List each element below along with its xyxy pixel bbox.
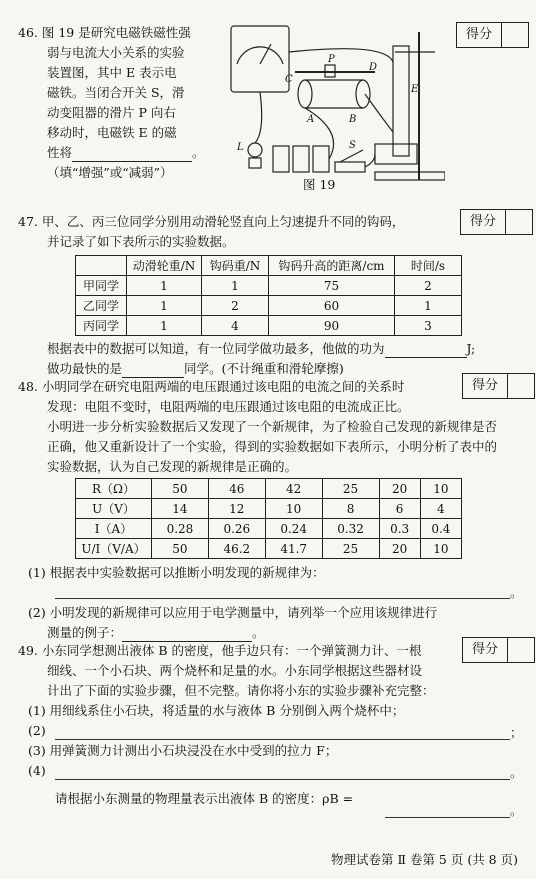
q49-final: 请根据小东测量的物理量表示出液体 B 的密度：ρB = (55, 791, 354, 806)
figure-label: B (349, 114, 357, 125)
table-cell: 0.4 (420, 519, 461, 539)
q48-line: 实验数据，认为自己发现的新规律是正确的。 (47, 459, 298, 474)
answer-line[interactable] (55, 779, 510, 780)
page-footer: 物理试卷第 Ⅱ 卷第 5 页 (共 8 页) (331, 852, 518, 867)
table-cell: 4 (420, 499, 461, 519)
figure-label: D (369, 62, 378, 73)
table-cell: 10 (420, 539, 461, 559)
score-label: 得分 (463, 374, 508, 398)
q46-line: 装置图，其中 E 表示电 (47, 65, 177, 80)
q46-line: （填“增强”或“减弱”） (47, 165, 173, 180)
table-row (76, 519, 462, 539)
table-cell: U/I（V/A） (76, 539, 152, 559)
table-cell: 25 (322, 539, 379, 559)
table-row (76, 539, 462, 559)
table-cell: 0.24 (265, 519, 322, 539)
score-box-49 (462, 637, 535, 663)
table-cell: 12 (208, 499, 265, 519)
q49-step: (4) (28, 763, 46, 778)
table-cell: 2 (202, 296, 269, 316)
figure-label: C (285, 74, 293, 85)
table-cell: 46 (208, 479, 265, 499)
period: 。 (510, 803, 523, 818)
answer-blank[interactable] (72, 161, 192, 162)
figure-label: S (349, 140, 356, 151)
table-cell: 90 (269, 316, 395, 336)
score-blank[interactable] (508, 638, 534, 662)
q46-line: 46. 图 19 是研究电磁铁磁性强 (18, 25, 191, 40)
q46-line: 性将 。 (47, 145, 205, 160)
score-label: 得分 (457, 23, 502, 47)
period: 。 (510, 585, 523, 600)
answer-line[interactable] (385, 817, 510, 818)
table-cell: I（A） (76, 519, 152, 539)
table-cell: 8 (322, 499, 379, 519)
q46-line: 弱与电流大小关系的实验 (47, 45, 185, 60)
table-cell: 乙同学 (76, 296, 127, 316)
q47-table (75, 255, 462, 336)
q47-line: 47. 甲、乙、丙三位同学分别用动滑轮竖直向上匀速提升不同的钩码， (18, 214, 405, 229)
figure-label: E (411, 84, 419, 95)
q46-line: 动变阻器的滑片 P 向右 (47, 105, 176, 120)
table-cell: 42 (265, 479, 322, 499)
table-header: 动滑轮重/N (127, 256, 202, 276)
table-cell: 60 (269, 296, 395, 316)
q48-sub1: (1) 根据表中实验数据可以推断小明发现的新规律为： (28, 565, 325, 580)
table-cell: 25 (322, 479, 379, 499)
table-row (76, 276, 462, 296)
period: 。 (510, 765, 523, 780)
q49-step: (1) 用细线系住小石块，将适量的水与液体 B 分别倒入两个烧杯中； (28, 703, 405, 718)
q46-line: 磁铁。当闭合开关 S，滑 (47, 85, 185, 100)
q48-sub2-line2: 测量的例子： 。 (47, 625, 265, 640)
q46-line: 移动时，电磁铁 E 的磁 (47, 125, 177, 140)
q47-line: 做功最快的是 同学。(不计绳重和滑轮摩擦) (47, 361, 344, 376)
table-cell: 4 (202, 316, 269, 336)
score-label: 得分 (461, 210, 506, 234)
table-cell: 41.7 (265, 539, 322, 559)
score-box-46 (456, 22, 529, 48)
table-header: 时间/s (395, 256, 462, 276)
circuit-figure-19 (225, 22, 445, 194)
table-cell: 20 (379, 479, 420, 499)
table-cell: 0.26 (208, 519, 265, 539)
table-cell: 2 (395, 276, 462, 296)
table-cell: 20 (379, 539, 420, 559)
table-cell: 75 (269, 276, 395, 296)
q47-line: 根据表中的数据可以知道，有一位同学做功最多，他做的功为 J; (47, 341, 476, 356)
table-header: 钩码重/N (202, 256, 269, 276)
q48-line: 正确，他又重新设计了一个实验，得到的实验数据如下表所示，小明分析了表中的 (47, 439, 498, 454)
figure-label: A (307, 114, 315, 125)
q49-line: 49. 小东同学想测出液体 B 的密度，他手边只有：一个弹簧测力计、一根 (18, 643, 422, 658)
q48-table (75, 478, 462, 559)
table-cell: 10 (265, 499, 322, 519)
table-cell: 3 (395, 316, 462, 336)
table-header-row (76, 256, 462, 276)
answer-line[interactable] (55, 739, 510, 740)
score-box-48 (462, 373, 535, 399)
q47-line: 并记录了如下表所示的实验数据。 (47, 234, 235, 249)
q48-line: 小明进一步分析实验数据后又发现了一个新规律，为了检验自己发现的新规律是否 (47, 419, 498, 434)
table-cell: 0.32 (322, 519, 379, 539)
table-cell: 0.28 (152, 519, 209, 539)
q48-sub2: (2) 小明发现的新规律可以应用于电学测量中，请列举一个应用该规律进行 (28, 605, 438, 620)
table-cell: 1 (127, 316, 202, 336)
table-cell: 甲同学 (76, 276, 127, 296)
table-cell: 14 (152, 499, 209, 519)
table-cell: R（Ω） (76, 479, 152, 499)
table-row (76, 499, 462, 519)
q49-step: (3) 用弹簧测力计测出小石块浸没在水中受到的拉力 F； (28, 743, 338, 758)
table-cell: 1 (127, 296, 202, 316)
q48-line: 发现：电阻不变时，电阻两端的电压跟通过该电阻的电流成正比。 (47, 399, 410, 414)
table-cell: 10 (420, 479, 461, 499)
score-label: 得分 (463, 638, 508, 662)
table-cell: 6 (379, 499, 420, 519)
figure-label: P (328, 54, 335, 65)
score-blank[interactable] (502, 23, 528, 47)
q49-line: 细线、一个小石块、两个烧杯和足量的水。小东同学根据这些器材设 (47, 663, 423, 678)
q48-line: 48. 小明同学在研究电阻两端的电压跟通过该电阻的电流之间的关系时 (18, 379, 405, 394)
period: ； (510, 725, 523, 740)
figure-caption: 图 19 (303, 177, 336, 192)
q49-line: 计出了下面的实验步骤，但不完整。请你将小东的实验步骤补充完整： (47, 683, 435, 698)
score-blank[interactable] (506, 210, 532, 234)
table-cell: 1 (395, 296, 462, 316)
table-cell: 46.2 (208, 539, 265, 559)
answer-blank[interactable] (385, 357, 467, 358)
table-row (76, 479, 462, 499)
figure-label: L (237, 142, 244, 153)
table-row (76, 316, 462, 336)
table-row (76, 296, 462, 316)
table-header (76, 256, 127, 276)
q49-step: (2) (28, 723, 46, 738)
answer-line[interactable] (55, 598, 510, 599)
table-cell: 50 (152, 479, 209, 499)
table-header: 钩码升高的距离/cm (269, 256, 395, 276)
table-cell: U（V） (76, 499, 152, 519)
score-box-47 (460, 209, 533, 235)
table-cell: 1 (202, 276, 269, 296)
score-blank[interactable] (508, 374, 534, 398)
table-cell: 50 (152, 539, 209, 559)
table-cell: 0.3 (379, 519, 420, 539)
table-cell: 1 (127, 276, 202, 296)
table-cell: 丙同学 (76, 316, 127, 336)
